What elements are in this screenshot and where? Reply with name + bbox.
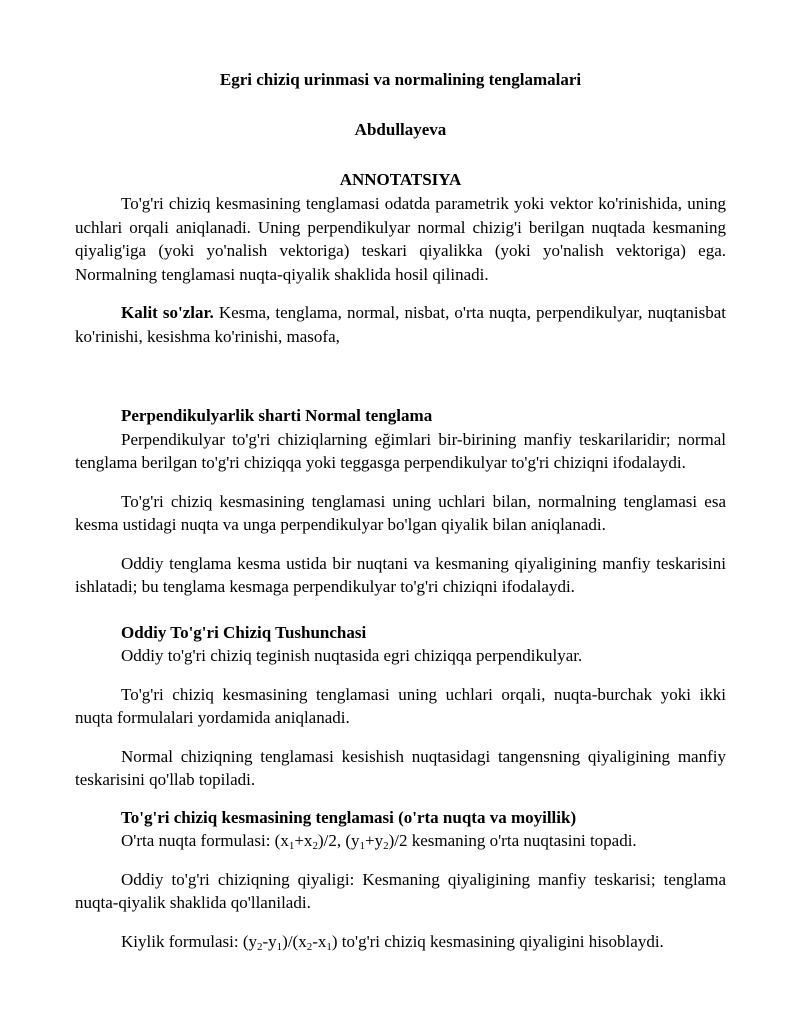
section-heading-segment-equation: To'g'ri chiziq kesmasining tenglamasi (o'rta nuqta va moyillik) xyxy=(121,807,577,827)
formula-prefix: O'rta nuqta formulasi: xyxy=(121,831,275,850)
paragraph: Normal chiziqning tenglamasi kesishish nuqtasidagi tangensning qiyaligining manfiy teskarisini qo'llab topiladi. xyxy=(75,746,726,789)
document-page xyxy=(75,62,726,953)
subscript: 2 xyxy=(306,940,313,953)
formula-part: )/2, (y xyxy=(317,831,360,850)
slope-formula-paragraph xyxy=(75,930,726,954)
midpoint-formula-paragraph xyxy=(75,829,726,853)
paragraph: Oddiy tenglama kesma ustida bir nuqtani va kesmaning qiyaligining manfiy teskarisini ishlatadi; bu tenglama kesmaga perpendikulyar to'g'ri chiziqni ifodalaydi. xyxy=(75,553,726,596)
slope-paragraph: Oddiy to'g'ri chiziqning qiyaligi: Kesmaning qiyaligining manfiy teskarisi; tenglama nuqta-qiyalik shaklida qo'llaniladi. xyxy=(75,869,726,912)
formula-part: -y xyxy=(262,931,277,951)
subscript: 2 xyxy=(383,840,389,852)
paragraph: Oddiy to'g'ri chiziq teginish nuqtasida egri chiziqqa perpendikulyar. xyxy=(121,646,583,665)
keywords-paragraph xyxy=(75,301,726,348)
document-title: Egri chiziq urinmasi va normalining tenglamalari xyxy=(219,70,582,89)
annotation-heading: ANNOTATSIYA xyxy=(339,170,462,189)
subscript: 1 xyxy=(326,940,332,953)
section-heading-normal-line-concept: Oddiy To'g'ri Chiziq Tushunchasi xyxy=(121,622,367,642)
annotation-paragraph: To'g'ri chiziq kesmasining tenglamasi odatda parametrik yoki vektor ko'rinishida, uning uchlari orqali aniqlanadi. Uning perpendikulyar normal chizig'i berilgan nuqtada kesmaning qiyalig'iga (yoki yo'nalish vektoriga) teskari qiyalikka (yoki yo'nalish vektoriga) ega. Normalning tenglamasi nuqta-qiyalik shaklida hosil qilinadi. xyxy=(75,194,726,284)
formula-part: (x xyxy=(274,831,289,850)
subscript: 2 xyxy=(256,940,263,953)
subscript: 1 xyxy=(288,840,295,852)
formula-part: +x xyxy=(294,831,313,850)
formula-part: -x xyxy=(312,931,327,951)
subscript: 1 xyxy=(359,840,365,852)
paragraph: Perpendikulyar to'g'ri chiziqlarning eğimlari bir-birining manfiy teskarilaridir; normal tenglama berilgan to'g'ri chiziqqa yoki teggasga perpendikulyar to'g'ri chiziqni ifodalaydi. xyxy=(75,429,726,472)
subscript: 1 xyxy=(276,940,283,953)
formula-part: )/(x xyxy=(282,931,307,951)
formula-part: +y xyxy=(364,831,384,850)
formula-prefix: Kiylik formulasi: (y xyxy=(121,931,257,951)
paragraph: To'g'ri chiziq kesmasining tenglamasi uning uchlari bilan, normalning tenglamasi esa kesma ustidagi nuqta va unga perpendikulyar bo'lgan qiyalik bilan aniqlanadi. xyxy=(75,491,726,534)
paragraph: To'g'ri chiziq kesmasining tenglamasi uning uchlari orqali, nuqta-burchak yoki ikki nuqta formulalari yordamida aniqlanadi. xyxy=(75,684,726,727)
subscript: 2 xyxy=(312,840,318,852)
formula-part: )/2 kesmaning o'rta nuqtasini topadi. xyxy=(388,831,637,850)
author-name: Abdullayeva xyxy=(354,120,447,139)
formula-part: ) to'g'ri chiziq kesmasining qiyaligini hisoblaydi. xyxy=(331,931,664,951)
keywords-label: Kalit so'zlar. xyxy=(121,303,214,322)
keywords-text: Kesma, tenglama, normal, nisbat, o'rta nuqta, perpendikulyar, nuqtanisbat ko'rinishi, kesishma ko'rinishi, masofa, xyxy=(75,303,726,346)
section-heading-perpendicularity: Perpendikulyarlik sharti Normal tenglama xyxy=(121,406,433,425)
